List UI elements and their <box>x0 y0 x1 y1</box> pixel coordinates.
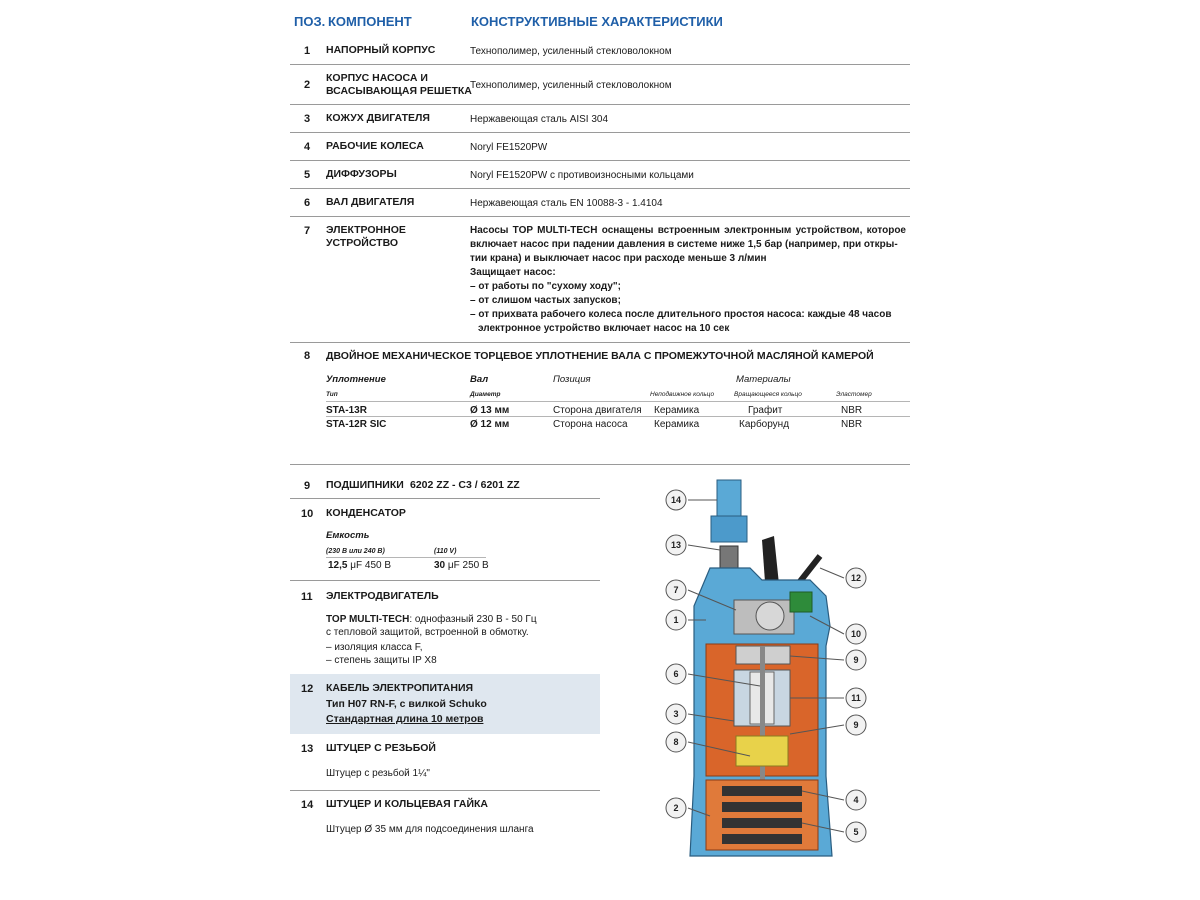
capacitor-value-110: 30 μF 250 В <box>434 560 489 571</box>
divider <box>290 580 600 581</box>
bearings-value: 6202 ZZ - C3 / 6201 ZZ <box>410 479 520 491</box>
divider <box>290 188 910 189</box>
protect-item-2: – от слишом частых запусков; <box>470 295 621 306</box>
callout-6 <box>666 664 760 686</box>
component-name: НАПОРНЫЙ КОРПУС <box>326 44 436 56</box>
cable-type: Тип H07 RN-F, с вилкой Schuko <box>326 698 487 710</box>
sub-diameter: Диаметр <box>470 391 501 398</box>
callout-1 <box>666 610 706 630</box>
callout-4 <box>802 790 866 810</box>
row-number: 10 <box>301 508 314 520</box>
component-name: ЭЛЕКТРОДВИГАТЕЛЬ <box>326 590 439 602</box>
row-number: 3 <box>304 113 311 125</box>
row-number: 1 <box>304 45 311 57</box>
callout-13 <box>666 535 720 555</box>
row-number: 7 <box>304 225 311 237</box>
electronic-desc: Насосы TOP MULTI-TECH оснащены встроенным электронным устройством, которое включает насос при падении давления в системе ниже 1,5 бар (например, при откры- <box>470 225 906 250</box>
row-number: 9 <box>304 480 311 492</box>
seal-type: STA-12R SIC <box>326 419 387 430</box>
seal-rotating: Графит <box>748 405 783 416</box>
callout-2 <box>666 798 710 818</box>
header-pos: ПОЗ. <box>294 14 326 29</box>
col-materials: Материалы <box>736 374 791 385</box>
col-shaft: Вал <box>470 374 489 385</box>
motor-line-3: – изоляция класса F, <box>326 642 423 653</box>
capacitor-divider <box>326 557 486 558</box>
svg-text:6: 6 <box>673 669 679 679</box>
svg-text:5: 5 <box>853 827 859 837</box>
motor-line-1: TOP MULTI-TECH: однофазный 230 В - 50 Гц <box>326 614 537 625</box>
row-number: 4 <box>304 141 311 153</box>
row-number: 11 <box>301 591 313 603</box>
protects-heading: Защищает насос: <box>470 267 556 278</box>
motor-line-4: – степень защиты IP X8 <box>326 655 437 666</box>
svg-text:7: 7 <box>673 585 679 595</box>
motor-line-2: с тепловой защитой, встроенной в обмотку. <box>326 627 529 638</box>
divider <box>290 160 910 161</box>
svg-text:13: 13 <box>670 540 682 550</box>
component-desc: Нержавеющая сталь EN 10088-3 - 1.4104 <box>470 198 663 209</box>
callouts <box>650 476 880 866</box>
callout-9-upper <box>790 650 866 670</box>
seal-diameter: Ø 12 мм <box>470 419 510 430</box>
header-characteristics: КОНСТРУКТИВНЫЕ ХАРАКТЕРИСТИКИ <box>471 14 723 29</box>
spec-row-12 <box>290 674 600 734</box>
row-number: 6 <box>304 197 311 209</box>
divider <box>290 64 910 65</box>
svg-text:12: 12 <box>850 573 862 583</box>
seal-position: Сторона двигателя <box>553 405 642 416</box>
component-desc: Технополимер, усиленный стекловолокном <box>470 46 672 57</box>
seal-elastomer: NBR <box>841 419 863 430</box>
svg-text:14: 14 <box>670 495 682 505</box>
component-desc: Технополимер, усиленный стекловолокном <box>470 80 672 91</box>
callout-8 <box>666 732 750 756</box>
component-name: КАБЕЛЬ ЭЛЕКТРОПИТАНИЯ <box>326 682 474 694</box>
row-number: 2 <box>304 79 311 91</box>
callout-12 <box>820 568 866 588</box>
divider <box>290 498 600 499</box>
component-name: КОРПУС НАСОСА И <box>326 72 428 84</box>
svg-text:2: 2 <box>673 803 679 813</box>
row-number: 8 <box>304 350 311 362</box>
protect-item-3b: электронное устройство включает насос на 10 сек <box>478 323 730 334</box>
component-name: ШТУЦЕР С РЕЗЬБОЙ <box>326 742 436 754</box>
sub-fixed-ring: Неподвижное кольцо <box>650 391 715 398</box>
seal-fixed: Керамика <box>654 419 700 430</box>
protect-item-1: – от работы по "сухому ходу"; <box>470 281 621 292</box>
svg-text:3: 3 <box>673 709 679 719</box>
svg-text:1: 1 <box>673 615 679 625</box>
seal-type: STA-13R <box>326 405 367 416</box>
component-desc: Noryl FE1520PW с противоизносными кольцами <box>470 170 694 181</box>
svg-text:11: 11 <box>851 693 861 703</box>
capacitor-value-230: 12,5 μF 450 В <box>328 560 392 571</box>
divider <box>290 216 910 217</box>
callout-9-lower <box>790 715 866 735</box>
seal-table-divider <box>326 401 910 402</box>
svg-text:4: 4 <box>853 795 859 805</box>
component-name: ДИФФУЗОРЫ <box>326 168 397 180</box>
svg-text:9: 9 <box>853 655 859 665</box>
svg-text:9: 9 <box>853 720 859 730</box>
svg-text:8: 8 <box>673 737 679 747</box>
electronic-desc-2: тии крана) и выключает насос при расходе меньше 3 л/мин <box>470 253 767 264</box>
component-name: ШТУЦЕР И КОЛЬЦЕВАЯ ГАЙКА <box>326 798 488 810</box>
row-number: 13 <box>301 743 314 755</box>
row-number: 12 <box>301 683 314 695</box>
col-position: Позиция <box>553 374 591 385</box>
row-number: 14 <box>301 799 314 811</box>
callout-7 <box>666 580 736 610</box>
seal-rotating: Карборунд <box>739 419 790 430</box>
col-seal: Уплотнение <box>326 374 386 385</box>
component-desc: Нержавеющая сталь AISI 304 <box>470 114 609 125</box>
component-name: КОНДЕНСАТОР <box>326 507 406 519</box>
voltage-110: (110 V) <box>434 548 457 555</box>
seal-elastomer: NBR <box>841 405 863 416</box>
callout-5 <box>802 822 866 842</box>
component-name: КОЖУХ ДВИГАТЕЛЯ <box>326 112 430 124</box>
row-number: 5 <box>304 169 311 181</box>
seal-table-divider <box>326 416 910 417</box>
callout-11 <box>790 688 866 708</box>
divider <box>290 342 910 343</box>
seal-fixed: Керамика <box>654 405 700 416</box>
component-desc: Штуцер Ø 35 мм для подсоединения шланга <box>326 824 534 835</box>
cable-length: Стандартная длина 10 метров <box>326 713 484 725</box>
callout-3 <box>666 704 734 724</box>
header-component: КОМПОНЕНТ <box>328 14 412 29</box>
sub-elastomer: Эластомер <box>836 391 872 398</box>
voltage-230: (230 В или 240 В) <box>326 548 385 555</box>
sub-rotating-ring: Вращающееся кольцо <box>734 391 802 398</box>
component-name: ДВОЙНОЕ МЕХАНИЧЕСКОЕ ТОРЦЕВОЕ УПЛОТНЕНИЕ ВАЛА С ПРОМЕЖУТОЧНОЙ МАСЛЯНОЙ КАМЕРОЙ <box>326 350 874 362</box>
component-name: ВАЛ ДВИГАТЕЛЯ <box>326 196 415 208</box>
component-name-2: ВСАСЫВАЮЩАЯ РЕШЕТКА <box>326 85 472 97</box>
component-name: РАБОЧИЕ КОЛЕСА <box>326 140 424 152</box>
component-name: ЭЛЕКТРОННОЕ <box>326 224 406 236</box>
divider <box>290 132 910 133</box>
callout-14 <box>666 490 717 510</box>
divider <box>290 464 910 465</box>
divider <box>290 104 910 105</box>
component-desc: Noryl FE1520PW <box>470 142 548 153</box>
seal-position: Сторона насоса <box>553 419 628 430</box>
capacity-label: Емкость <box>326 530 370 541</box>
component-desc: Штуцер с резьбой 1¼" <box>326 768 430 779</box>
component-name-2: УСТРОЙСТВО <box>326 237 399 249</box>
callout-10 <box>810 616 866 644</box>
protect-item-3: – от прихвата рабочего колеса после длительного простоя насоса: каждые 48 часов <box>470 309 892 320</box>
sub-type: Тип <box>326 391 338 398</box>
divider <box>290 790 600 791</box>
svg-text:10: 10 <box>850 629 862 639</box>
seal-diameter: Ø 13 мм <box>470 405 510 416</box>
component-name: ПОДШИПНИКИ <box>326 479 404 491</box>
